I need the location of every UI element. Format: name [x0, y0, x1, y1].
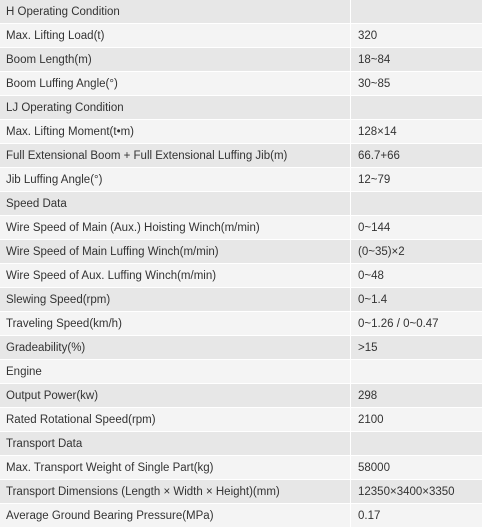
row-label: Max. Lifting Load(t) [0, 24, 351, 48]
table-row [0, 264, 482, 288]
row-label: Output Power(kw) [0, 384, 351, 408]
table-row [0, 24, 482, 48]
table-row [0, 288, 482, 312]
row-value: 0~144 [351, 216, 482, 240]
table-row [0, 72, 482, 96]
row-value: 18~84 [351, 48, 482, 72]
row-value: 12350×3400×3350 [351, 480, 482, 504]
row-value [351, 0, 482, 24]
table-row-section-speed-data [0, 192, 482, 216]
table-row [0, 144, 482, 168]
row-value: 320 [351, 24, 482, 48]
row-label: Average Ground Bearing Pressure(MPa) [0, 504, 351, 528]
row-label: Full Extensional Boom + Full Extensional Luffing Jib(m) [0, 144, 351, 168]
row-label: Boom Luffing Angle(°) [0, 72, 351, 96]
row-value: 58000 [351, 456, 482, 480]
row-label: Wire Speed of Main (Aux.) Hoisting Winch(m/min) [0, 216, 351, 240]
row-value: 0.17 [351, 504, 482, 528]
table-row [0, 456, 482, 480]
row-label: Jib Luffing Angle(°) [0, 168, 351, 192]
table-row [0, 216, 482, 240]
row-value: 0~1.4 [351, 288, 482, 312]
table-row [0, 312, 482, 336]
table-row [0, 480, 482, 504]
row-label: Slewing Speed(rpm) [0, 288, 351, 312]
row-value: 66.7+66 [351, 144, 482, 168]
table-row-section-transport-data [0, 432, 482, 456]
row-value: 12~79 [351, 168, 482, 192]
row-value: 298 [351, 384, 482, 408]
row-label: Max. Lifting Moment(t•m) [0, 120, 351, 144]
row-value: 0~1.26 / 0~0.47 [351, 312, 482, 336]
row-value [351, 96, 482, 120]
table-row [0, 168, 482, 192]
row-label: Speed Data [0, 192, 351, 216]
table-row [0, 504, 482, 528]
table-row [0, 240, 482, 264]
row-label: Wire Speed of Aux. Luffing Winch(m/min) [0, 264, 351, 288]
row-label: Engine [0, 360, 351, 384]
row-label: Transport Data [0, 432, 351, 456]
row-label: Traveling Speed(km/h) [0, 312, 351, 336]
row-value [351, 360, 482, 384]
row-label: Boom Length(m) [0, 48, 351, 72]
row-value: 128×14 [351, 120, 482, 144]
table-row-section-h-operating [0, 0, 482, 24]
row-value [351, 192, 482, 216]
row-value: >15 [351, 336, 482, 360]
row-label: Gradeability(%) [0, 336, 351, 360]
table-row [0, 408, 482, 432]
table-row-section-engine [0, 360, 482, 384]
row-label: Max. Transport Weight of Single Part(kg) [0, 456, 351, 480]
table-row [0, 120, 482, 144]
row-value: (0~35)×2 [351, 240, 482, 264]
row-value: 2100 [351, 408, 482, 432]
table-row [0, 384, 482, 408]
table-row [0, 336, 482, 360]
row-label: H Operating Condition [0, 0, 351, 24]
table-row-section-lj-operating [0, 96, 482, 120]
row-label: Transport Dimensions (Length × Width × Height)(mm) [0, 480, 351, 504]
row-value [351, 432, 482, 456]
row-value: 0~48 [351, 264, 482, 288]
row-value: 30~85 [351, 72, 482, 96]
table-row [0, 48, 482, 72]
row-label: LJ Operating Condition [0, 96, 351, 120]
row-label: Rated Rotational Speed(rpm) [0, 408, 351, 432]
row-label: Wire Speed of Main Luffing Winch(m/min) [0, 240, 351, 264]
